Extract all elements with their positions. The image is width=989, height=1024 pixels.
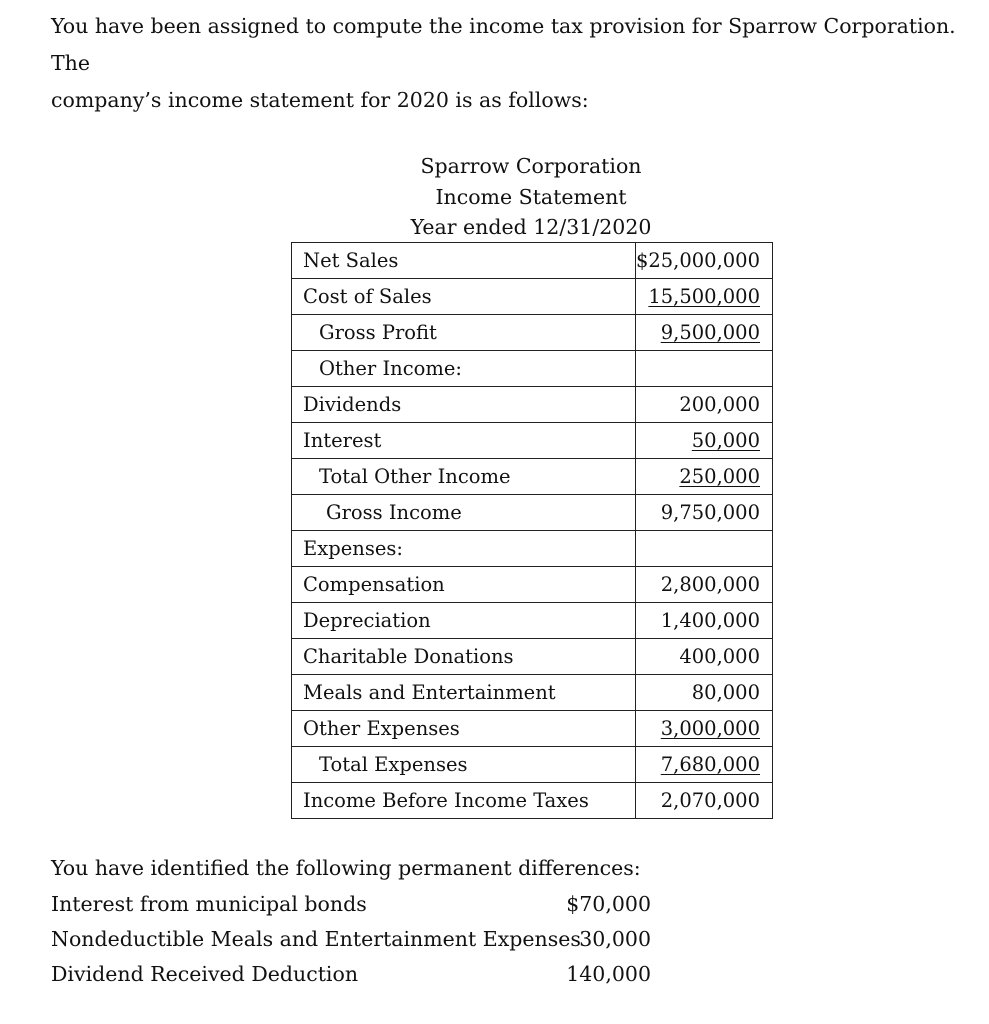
difference-amount: 30,000 (579, 927, 651, 951)
row-label: Gross Income (292, 495, 636, 531)
row-label: Total Expenses (292, 747, 636, 783)
row-label: Cost of Sales (292, 279, 636, 315)
table-row (292, 567, 773, 603)
row-label: Interest (292, 423, 636, 459)
problem-intro (51, 8, 981, 119)
table-row (292, 711, 773, 747)
row-amount: 15,500,000 (635, 279, 772, 315)
statement-period: Year ended 12/31/2020 (410, 215, 652, 239)
row-label: Charitable Donations (292, 639, 636, 675)
row-amount: 400,000 (635, 639, 772, 675)
row-label: Other Income: (292, 351, 636, 387)
intro-line-2: company’s income statement for 2020 is as follows: (51, 88, 589, 112)
table-row (292, 495, 773, 531)
row-amount: 3,000,000 (635, 711, 772, 747)
table-row (292, 531, 773, 567)
table-row (292, 747, 773, 783)
income-statement-table (291, 242, 773, 819)
difference-item (51, 892, 651, 922)
row-label: Expenses: (292, 531, 636, 567)
table-row (292, 675, 773, 711)
table-row (292, 459, 773, 495)
row-amount: 80,000 (635, 675, 772, 711)
row-label: Compensation (292, 567, 636, 603)
row-amount: 1,400,000 (635, 603, 772, 639)
differences-intro: You have identified the following permanent differences: (51, 856, 641, 880)
row-amount: 7,680,000 (635, 747, 772, 783)
row-amount: 250,000 (635, 459, 772, 495)
row-label: Gross Profit (292, 315, 636, 351)
table-row (292, 387, 773, 423)
intro-line-1: You have been assigned to compute the income tax provision for Sparrow Corporation. The (51, 14, 956, 75)
table-row (292, 243, 773, 279)
row-amount (635, 531, 772, 567)
row-amount: $25,000,000 (635, 243, 772, 279)
row-amount: 2,800,000 (635, 567, 772, 603)
row-amount: 9,500,000 (635, 315, 772, 351)
statement-title: Income Statement (435, 185, 627, 209)
difference-label: Nondeductible Meals and Entertainment Expenses (51, 927, 581, 951)
row-amount: 2,070,000 (635, 783, 772, 819)
row-amount: 50,000 (635, 423, 772, 459)
row-label: Meals and Entertainment (292, 675, 636, 711)
difference-label: Dividend Received Deduction (51, 962, 359, 986)
difference-amount: 140,000 (566, 962, 651, 986)
table-row (292, 279, 773, 315)
difference-label: Interest from municipal bonds (51, 892, 367, 916)
row-amount: 9,750,000 (635, 495, 772, 531)
statement-company: Sparrow Corporation (420, 154, 642, 178)
table-row (292, 639, 773, 675)
table-row (292, 783, 773, 819)
table-row (292, 603, 773, 639)
difference-item (51, 927, 651, 957)
row-label: Income Before Income Taxes (292, 783, 636, 819)
row-label: Net Sales (292, 243, 636, 279)
row-amount: 200,000 (635, 387, 772, 423)
row-label: Depreciation (292, 603, 636, 639)
table-row (292, 315, 773, 351)
row-label: Dividends (292, 387, 636, 423)
table-row (292, 423, 773, 459)
difference-amount: $70,000 (566, 892, 651, 916)
difference-item (51, 962, 651, 992)
row-label: Other Expenses (292, 711, 636, 747)
table-row (292, 351, 773, 387)
row-label: Total Other Income (292, 459, 636, 495)
row-amount (635, 351, 772, 387)
